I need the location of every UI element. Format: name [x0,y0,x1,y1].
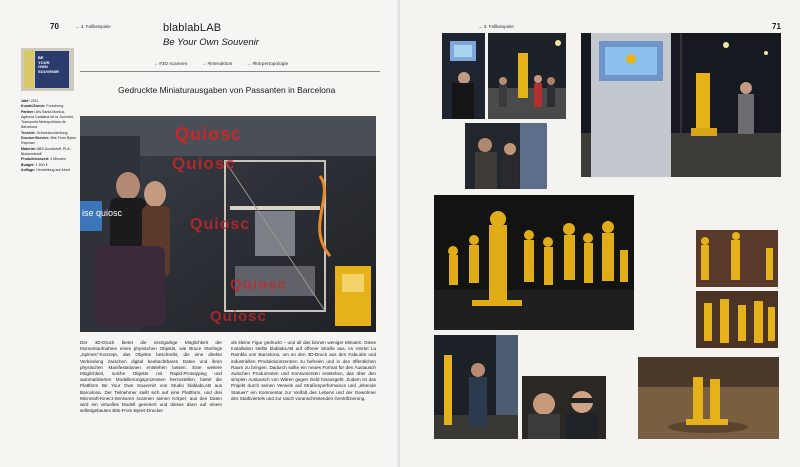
thumbnail-text-3: OWN [38,64,48,70]
sign-text-1: Quiosc [175,124,243,144]
photo-figurines-detail-1 [696,230,778,287]
meta-client: Kunde/Zweck: Forschung [21,104,64,109]
header-rule [80,71,380,72]
side-word: ise quiosc [82,208,123,218]
project-meta [21,99,76,173]
meta-material: Material: ABS-Kunststoff, PLA-Biokunststoff [21,146,71,156]
meta-partner: Partner: Ars Santa Mònica, Agència Catalana de la Juventut, Transports Metropolitans de Barcelona [21,109,74,130]
studio-name: blablabLAB [163,22,222,34]
right-page [400,0,800,467]
tag-interaction: → #interaktion [201,62,233,67]
photo-man-glasses [522,376,606,439]
photo-figure-closeup [638,357,779,439]
thumbnail-text-2: YOUR [38,59,50,65]
photo-scanning-person [442,33,485,119]
section-label-left: → 3. Fallbeispiele [75,24,111,29]
sign-text-4: Quiosc [230,276,287,293]
photo-person-night [434,335,518,439]
meta-edition: Auflage: Herstellung auf Abruf [21,167,70,172]
meta-budget: Budget: 1.500 € [21,162,48,167]
project-title: Be Your Own Souvenir [163,37,259,48]
photo-people-kiosk [465,123,547,189]
page-number-right: 71 [772,22,781,31]
tag-3d-scan: → #3D scannen [153,62,188,67]
photo-kiosk-night [581,33,781,177]
meta-year: Jahr: 2011 [21,99,39,103]
tag-body-topology: → #körpertopologie [246,62,289,67]
meta-technique: Technik: Schmelzschichtung [21,130,68,135]
project-thumbnail [21,48,74,91]
meta-printer: Drucker/Service: Bits From Bytes Rapman [21,136,76,146]
sign-text-3: Quiosc [190,216,251,233]
photo-figurines-detail-2 [696,291,778,348]
sign-text-2: Quiosc [172,154,236,173]
meta-production-time: Produktionszeit: 3 Minuten [21,157,66,162]
thumbnail-text-1: BE [38,55,44,60]
thumbnail-text-4: SOUVENIR [38,68,59,74]
headline: Gedruckte Miniaturausgaben von Passanten in Barcelona [118,85,336,95]
photo-street-crowd [488,33,566,119]
sign-text-5: Quiosc [210,308,267,325]
body-text-column-1: Der 3D-Druck bietet die einzigartige Möglichkeit der Momentaufnahme eines physischen Objekts, wie Bruce Sterlings „Spimes“-Konzept, das Objekte beschreibt, die eine direkte Verbindung zwischen digital beobachtbaren Daten und ihren physischen Manifestationen entstehen lassen. Eine weitere Möglichkeit, solche Objekte mit Rapid-Prototyping und automatisierten Modellierungsprozessen herzustellen, bietet die Plattform Be Your Own Souvenir! von Studio blablabLAB aus Barcelona. Der Teilnehmer stellt sich auf eine Plattform, und drei Microsoft-Kinect-Sensoren scannen seinen Körper; aus den Daten wird ein virtuelles Modell generiert und dieses dann auf einem selbstgebauten Bits-From-Bytes-Drucker [80,340,222,414]
main-photo-kiosk [80,116,376,332]
section-label-right: → 3. Fallbeispiele [478,24,514,29]
body-text-column-2: als kleine Figur gedruckt – und all das binnen weniger Minuten. Diese Installation stellte blablabLAB auf offener Straße aus, im Viertel La Rambla von Barcelona, um so den 3D-Druck aus den FabLabs und industriellen Produktionszentren zu befreien und in den öffentlichen Raum zu bringen. Dadurch sollte ein neues Format für den Austausch zwischen Produzenten und Konsumenten entstehen, das über den simplen Austausch von Waren gegen Geld hinausgeht. Zudem ist das Projekt durch seinen Verweis auf Straßenperformance und „lebende Statuen“ ein Kommentar zur Vielfalt des Lebens und der Gewohner des Stadtviertels und zur rasch voranschreitenden Gentrifizierung. [231,340,376,401]
page-number-left: 70 [50,22,59,31]
photo-yellow-figurines [434,195,634,330]
tag-list [153,62,288,67]
